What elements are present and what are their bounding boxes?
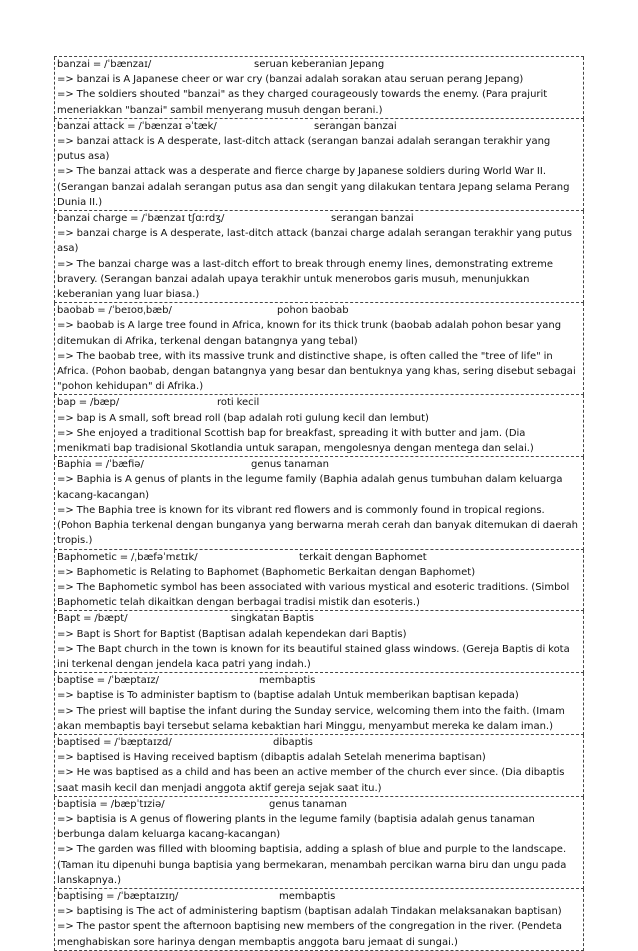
headword-translation: membaptis [259, 675, 316, 687]
headword-line [57, 211, 580, 226]
headword-translation: genus tanaman [251, 459, 329, 471]
headword-pronunciation: baptisia = /bæpˈtɪziə/ [57, 798, 165, 810]
headword-pronunciation: baobab = /ˈbeɪoʊˌbæb/ [57, 305, 172, 317]
definition-line: => Baphometic is Relating to Baphomet (Baphometic Berkaitan dengan Baphomet) [57, 566, 476, 578]
headword-pronunciation: baptised = /ˈbæptaɪzd/ [57, 736, 172, 748]
headword-line [57, 395, 580, 410]
headword-line [57, 457, 580, 472]
dictionary-entry [54, 550, 584, 612]
headword-pronunciation: Bapt = /bæpt/ [57, 613, 128, 625]
headword-translation: dibaptis [273, 736, 313, 748]
example-sentence: => The baobab tree, with its massive trunk and distinctive shape, is often called the "tree of life" in Africa. (Pohon baobab, dengan batangnya yang besar dan bentuknya yang khas, sering disebut sebagai "pohon kehidupan" di Afrika.) [57, 350, 576, 393]
definition-line: => baptising is The act of administering baptism (baptisan adalah Tindakan melaksanakan baptisan) [57, 906, 562, 918]
definition-line: => baptised is Having received baptism (dibaptis adalah Setelah menerima baptisan) [57, 752, 486, 764]
headword-line [57, 303, 580, 318]
example-sentence: => He was baptised as a child and has been an active member of the church ever since. (Dia dibaptis saat masih kecil dan menjadi anggota aktif gereja sejak saat itu.) [57, 767, 565, 794]
headword-translation: serangan banzai [314, 120, 397, 132]
headword-line [57, 611, 580, 626]
example-sentence: => The pastor spent the afternoon baptising new members of the congregation in the river. (Pendeta menghabiskan sore harinya dengan membaptis anggota baru jemaat di sungai.) [57, 921, 562, 948]
example-sentence: => The Bapt church in the town is known for its beautiful stained glass windows. (Gereja Baptis di kota ini terkenal dengan jendela kaca patri yang indah.) [57, 643, 570, 670]
example-sentence: => The banzai attack was a desperate and fierce charge by Japanese soldiers during World War II. (Serangan banzai adalah serangan putus asa dan sengit yang dilakukan tentara Jepang selama Perang Dunia II.) [57, 166, 570, 208]
headword-line [57, 889, 580, 904]
headword-translation: membaptis [279, 890, 336, 902]
headword-translation: serangan banzai [331, 213, 414, 225]
example-sentence: => The garden was filled with blooming baptisia, adding a splash of blue and purple to the landscape. (Taman itu dipenuhi bunga baptisia yang bermekaran, menambah percikan warna biru dan ungu pada lanskapnya.) [57, 844, 567, 886]
headword-translation: terkait dengan Baphomet [299, 551, 427, 563]
example-sentence: => The soldiers shouted "banzai" as they charged courageously towards the enemy. (Para prajurit meneriakkan "banzai" sambil menyerang musuh dengan berani.) [57, 89, 548, 116]
dictionary-entry [54, 211, 584, 303]
headword-pronunciation: Baphia = /ˈbæfiə/ [57, 459, 144, 471]
dictionary-entry [54, 457, 584, 549]
definition-line: => baobab is A large tree found in Africa, known for its thick trunk (baobab adalah pohon besar yang ditemukan di Afrika, terkenal dengan batangnya yang tebal) [57, 320, 562, 347]
dictionary-entry [54, 611, 584, 673]
definition-line: => Baphia is A genus of plants in the legume family (Baphia adalah genus tumbuhan dalam keluarga kacang-kacangan) [57, 474, 563, 501]
definition-line: => Bapt is Short for Baptist (Baptisan adalah kependekan dari Baptis) [57, 628, 407, 640]
example-sentence: => She enjoyed a traditional Scottish bap for breakfast, spreading it with butter and jam. (Dia menikmati bap tradisional Skotlandia untuk sarapan, mengolesnya dengan mentega dan selai.) [57, 427, 534, 455]
headword-translation: pohon baobab [277, 305, 349, 317]
headword-pronunciation: baptising = /ˈbæptaɪzɪŋ/ [57, 890, 179, 902]
headword-translation: seruan keberanian Jepang [254, 59, 385, 70]
dictionary-entry [54, 303, 584, 395]
definition-line: => banzai is A Japanese cheer or war cry (banzai adalah sorakan atau seruan perang Jepang) [57, 74, 524, 86]
dictionary-entry [54, 735, 584, 797]
example-sentence: => The Baphometic symbol has been associated with various mystical and esoteric traditions. (Simbol Baphometic telah dikaitkan dengan berbagai tradisi mistik dan esoteris.) [57, 581, 570, 609]
headword-translation: genus tanaman [269, 798, 347, 810]
headword-translation: singkatan Baptis [231, 613, 314, 625]
dictionary-entry [54, 395, 584, 457]
headword-line [57, 57, 580, 72]
headword-line [57, 550, 580, 565]
example-sentence: => The Baphia tree is known for its vibrant red flowers and is commonly found in tropical regions. (Pohon Baphia terkenal dengan bunganya yang berwarna merah cerah dan banyak ditemukan di daerah tropis.) [57, 504, 578, 547]
headword-translation: roti kecil [217, 397, 260, 409]
example-sentence: => The priest will baptise the infant during the Sunday service, welcoming them into the faith. (Imam akan membaptis bayi tersebut selama kebaktian hari Minggu, menyambut mereka ke dalam iman.) [57, 705, 565, 732]
dictionary-entry [54, 797, 584, 889]
headword-pronunciation: bap = /bæp/ [57, 397, 120, 409]
definition-line: => bap is A small, soft bread roll (bap adalah roti gulung kecil dan lembut) [57, 412, 429, 424]
headword-pronunciation: baptise = /ˈbæptaɪz/ [57, 675, 160, 687]
vocabulary-list [54, 56, 584, 951]
headword-line [57, 797, 580, 812]
headword-pronunciation: banzai attack = /ˈbænzaɪ əˈtæk/ [57, 120, 217, 132]
definition-line: => banzai attack is A desperate, last-ditch attack (serangan banzai adalah serangan terakhir yang putus asa) [57, 136, 551, 163]
definition-line: => baptise is To administer baptism to (baptise adalah Untuk memberikan baptisan kepada) [57, 690, 519, 702]
headword-pronunciation: banzai charge = /ˈbænzaɪ tʃɑːrdʒ/ [57, 213, 225, 225]
headword-pronunciation: Baphometic = /ˌbæfəˈmɛtɪk/ [57, 551, 198, 563]
definition-line: => baptisia is A genus of flowering plants in the legume family (baptisia adalah genus tanaman berbunga dalam keluarga kacang-kacangan) [57, 813, 535, 841]
headword-line [57, 673, 580, 688]
dictionary-entry [54, 57, 584, 119]
dictionary-entry [54, 889, 584, 951]
headword-pronunciation: banzai = /ˈbænzaɪ/ [57, 59, 152, 70]
dictionary-entry [54, 673, 584, 735]
example-sentence: => The banzai charge was a last-ditch effort to break through enemy lines, demonstrating extreme bravery. (Serangan banzai adalah upaya terakhir untuk menerobos garis musuh, menunjukkan keberanian yang luar biasa.) [57, 258, 553, 301]
headword-line [57, 735, 580, 750]
definition-line: => banzai charge is A desperate, last-ditch attack (banzai charge adalah serangan terakhir yang putus asa) [57, 228, 572, 255]
headword-line [57, 119, 580, 134]
dictionary-entry [54, 119, 584, 211]
